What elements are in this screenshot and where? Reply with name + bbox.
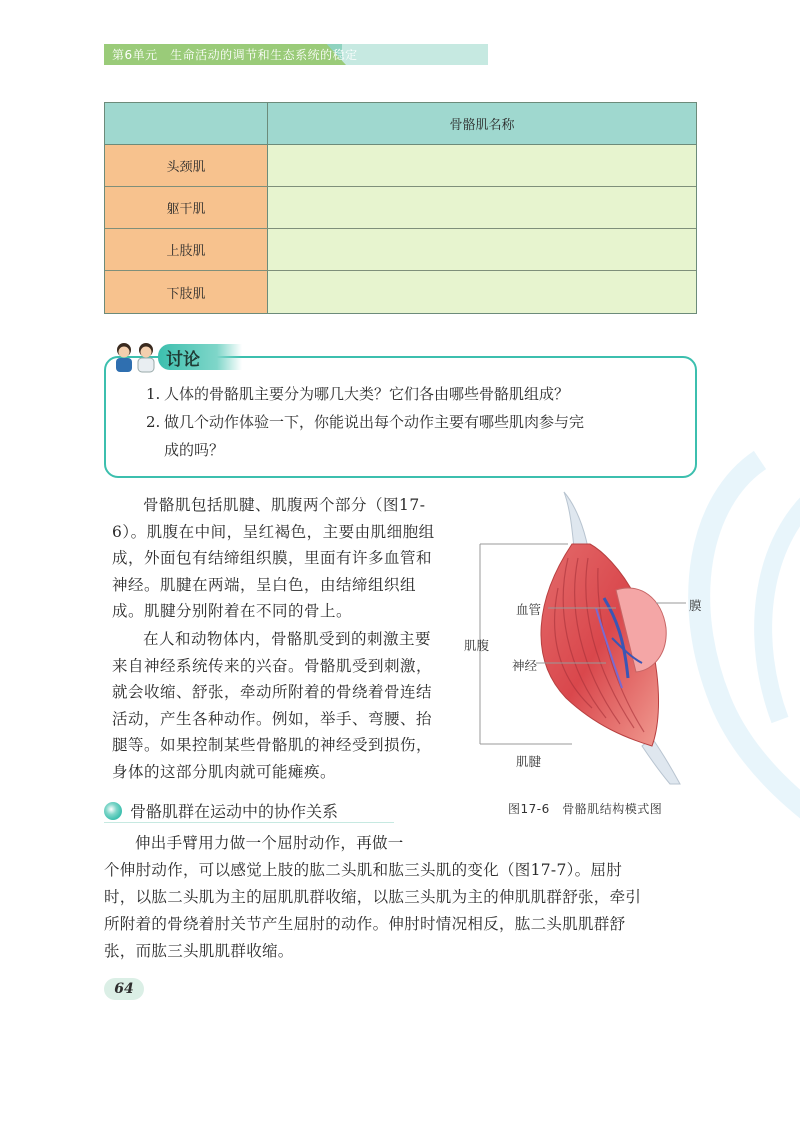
paragraph-line: 所附着的骨绕着肘关节产生屈肘的动作。伸肘时情况相反，肱二头肌肌群舒 <box>104 915 626 933</box>
table-row <box>105 145 696 187</box>
label-muscle-belly: 肌腹 <box>464 638 490 653</box>
paragraph-line: 个伸肘动作，可以感觉上肢的肱二头肌和肱三头肌的变化（图17-7）。屈肘 <box>104 861 623 879</box>
question-number: 2. <box>146 413 161 431</box>
label-membrane: 膜 <box>689 598 702 613</box>
table-row-label: 躯干肌 <box>105 187 268 228</box>
question-text: 人体的骨骼肌主要分为哪几大类？它们各由哪些骨骼肌组成？ <box>164 385 570 403</box>
students-icon <box>110 340 162 374</box>
label-blood-vessel: 血管 <box>516 602 542 617</box>
table-header-row <box>105 103 696 145</box>
paragraph-line: 伸出手臂用力做一个屈肘动作，再做一 <box>135 834 404 852</box>
muscle-figure <box>456 488 706 788</box>
section-paragraph <box>104 830 702 965</box>
discussion-title: 讨论 <box>158 344 242 370</box>
body-paragraph-1 <box>112 492 442 625</box>
muscle-illustration <box>456 488 706 788</box>
unit-title: 第6单元 生命活动的调节和生态系统的稳定 <box>112 48 358 62</box>
section-bullet-icon <box>104 802 122 820</box>
discussion-header <box>110 340 242 374</box>
section-heading <box>104 799 338 822</box>
paragraph-line: 张，而肱三头肌肌群收缩。 <box>104 942 294 960</box>
table-row-value <box>268 145 696 186</box>
section-title: 骨骼肌群在运动中的协作关系 <box>130 802 339 821</box>
question-text: 做几个动作体验一下，你能说出每个动作主要有哪些肌肉参与完 <box>164 413 585 431</box>
table-row-label: 头颈肌 <box>105 145 268 186</box>
label-tendon: 肌腱 <box>516 754 542 769</box>
table-row <box>105 187 696 229</box>
question-text-continued: 成的吗？ <box>164 441 225 459</box>
table-row-label: 下肢肌 <box>105 271 268 313</box>
table-row <box>105 229 696 271</box>
table-row-value <box>268 271 696 313</box>
label-nerve: 神经 <box>512 658 538 673</box>
page-number: 64 <box>104 978 144 1000</box>
table-row-value <box>268 229 696 270</box>
body-paragraph-2 <box>112 626 442 785</box>
paragraph-line: 时，以肱二头肌为主的屈肌肌群收缩，以肱三头肌为主的伸肌肌群舒张，牵引 <box>104 888 642 906</box>
figure-caption: 图17-6 骨骼肌结构模式图 <box>508 802 663 816</box>
paragraph-text: 在人和动物体内，骨骼肌受到的刺激主要来自神经系统传来的兴奋。骨骼肌受到刺激，就会收缩、舒张，牵动所附着的骨绕着骨连结活动，产生各种动作。例如，举手、弯腰、抬腿等。如果控制某些骨骼肌的神经受到损伤，身体的这部分肌肉就可能瘫痪。 <box>112 630 433 781</box>
table-header-cell-name: 骨骼肌名称 <box>449 118 515 133</box>
table-row <box>105 271 696 313</box>
table-row-label: 上肢肌 <box>105 229 268 270</box>
table-row-value <box>268 187 696 228</box>
muscle-table <box>104 102 697 314</box>
question-number: 1. <box>146 385 161 403</box>
paragraph-text: 骨骼肌包括肌腱、肌腹两个部分（图17-6）。肌腹在中间，呈红褐色，主要由肌细胞组成，外面包有结缔组织膜，里面有许多血管和神经。肌腱在两端，呈白色，由结缔组织组成。肌腱分别附着在不同的骨上。 <box>112 496 435 620</box>
section-underline <box>104 822 394 823</box>
unit-header-band <box>104 44 488 65</box>
table-header-cell-category <box>105 103 268 144</box>
